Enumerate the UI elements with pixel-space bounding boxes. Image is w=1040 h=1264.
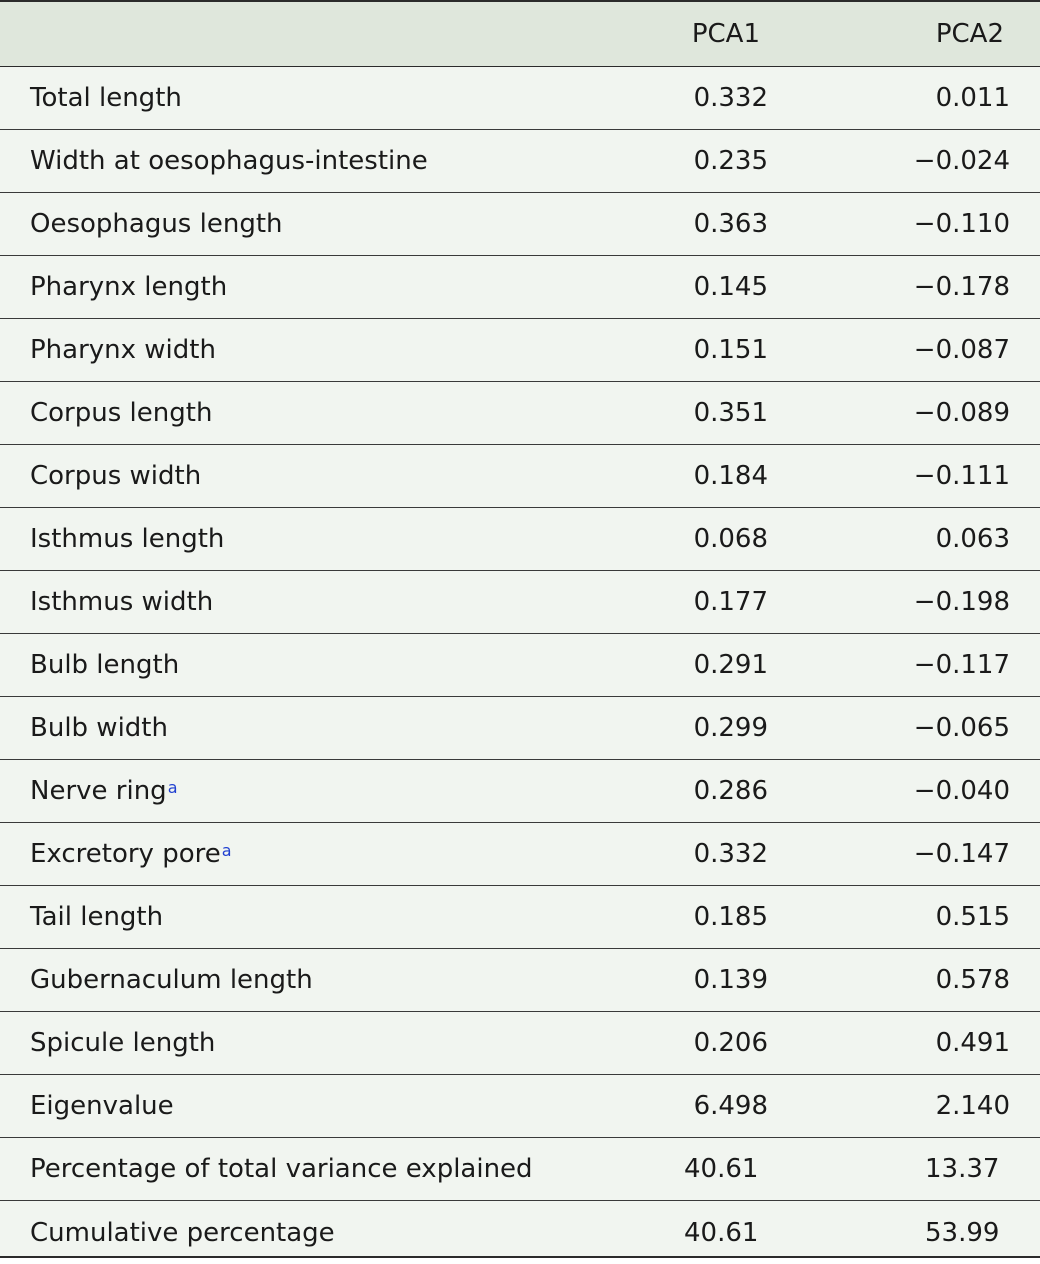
row-label-text: Excretory pore xyxy=(30,839,221,869)
row-label-text: Cumulative percentage xyxy=(30,1217,335,1248)
table-row xyxy=(0,760,1040,823)
pca2-value: 2.140 xyxy=(935,1091,1010,1121)
table-row xyxy=(0,67,1040,130)
pca1-value: 0.332 xyxy=(693,83,768,113)
row-label xyxy=(30,823,232,885)
row-label-text: Bulb width xyxy=(30,713,168,743)
pca1-value: 0.145 xyxy=(693,272,768,302)
footnote-marker[interactable]: a xyxy=(167,777,178,797)
row-label-text: Corpus length xyxy=(30,398,213,428)
row-label xyxy=(30,256,227,318)
row-label-text: Isthmus length xyxy=(30,524,225,554)
table-row xyxy=(0,1012,1040,1075)
row-label xyxy=(30,130,428,192)
pca1-value: 0.291 xyxy=(693,650,768,680)
row-label xyxy=(30,886,163,948)
row-label-text: Pharynx width xyxy=(30,335,216,365)
pca2-value: −0.065 xyxy=(913,713,1010,743)
pca1-value: 0.299 xyxy=(693,713,768,743)
pca2-value: −0.089 xyxy=(913,398,1010,428)
row-label xyxy=(30,67,182,129)
row-label-text: Bulb length xyxy=(30,650,180,680)
pca2-value: −0.087 xyxy=(913,335,1010,365)
pca2-value: 13.37 xyxy=(925,1154,1000,1184)
row-label xyxy=(30,760,178,822)
table-row xyxy=(0,697,1040,760)
table-row xyxy=(0,445,1040,508)
pca1-value: 40.61 xyxy=(684,1217,759,1248)
row-label-text: Eigenvalue xyxy=(30,1091,174,1121)
pca2-value: −0.178 xyxy=(913,272,1010,302)
row-label xyxy=(30,508,224,570)
pca1-value: 0.139 xyxy=(693,965,768,995)
table-row xyxy=(0,1075,1040,1138)
pca1-value: 0.206 xyxy=(693,1028,768,1058)
table-row xyxy=(0,1201,1040,1264)
row-label-text: Gubernaculum length xyxy=(30,965,313,995)
pca2-value: 0.578 xyxy=(935,965,1010,995)
pca2-value: −0.040 xyxy=(913,776,1010,806)
pca1-value: 0.351 xyxy=(693,398,768,428)
pca2-value: −0.110 xyxy=(913,209,1010,239)
table-row xyxy=(0,256,1040,319)
row-label xyxy=(30,445,201,507)
table-header xyxy=(0,2,1040,67)
pca1-value: 0.184 xyxy=(693,461,768,491)
header-pca2: PCA2 xyxy=(935,19,1004,49)
table-row xyxy=(0,319,1040,382)
pca2-value: 0.515 xyxy=(935,902,1010,932)
pca2-value: −0.111 xyxy=(913,461,1010,491)
pca1-value: 0.235 xyxy=(693,146,768,176)
row-label xyxy=(30,1138,533,1200)
row-label-text: Isthmus width xyxy=(30,587,214,617)
pca2-value: 0.491 xyxy=(935,1028,1010,1058)
header-pca1: PCA1 xyxy=(691,19,760,49)
pca1-value: 40.61 xyxy=(684,1154,759,1184)
pca2-value: −0.198 xyxy=(913,587,1010,617)
row-label-text: Pharynx length xyxy=(30,272,228,302)
row-label-text: Width at oesophagus-intestine xyxy=(30,146,428,176)
pca1-value: 0.151 xyxy=(693,335,768,365)
footnote-marker[interactable]: a xyxy=(221,840,232,860)
table-row xyxy=(0,130,1040,193)
table-row xyxy=(0,193,1040,256)
pca1-value: 0.363 xyxy=(693,209,768,239)
pca1-value: 0.177 xyxy=(693,587,768,617)
pca2-value: −0.024 xyxy=(913,146,1010,176)
table-row xyxy=(0,508,1040,571)
row-label xyxy=(30,193,283,255)
pca1-value: 0.332 xyxy=(693,839,768,869)
row-label xyxy=(30,1075,174,1137)
row-label xyxy=(30,382,212,444)
row-label xyxy=(30,1201,335,1264)
table-row xyxy=(0,382,1040,445)
row-label-text: Percentage of total variance explained xyxy=(30,1154,533,1184)
row-label-text: Nerve ring xyxy=(30,776,167,806)
pca2-value: 0.063 xyxy=(935,524,1010,554)
row-label xyxy=(30,571,213,633)
row-label-text: Tail length xyxy=(30,902,164,932)
pca1-value: 0.068 xyxy=(693,524,768,554)
pca1-value: 6.498 xyxy=(693,1091,768,1121)
row-label xyxy=(30,697,168,759)
row-label xyxy=(30,1012,215,1074)
table-row xyxy=(0,886,1040,949)
pca1-value: 0.185 xyxy=(693,902,768,932)
row-label xyxy=(30,319,216,381)
row-label-text: Total length xyxy=(30,83,182,113)
pca2-value: 53.99 xyxy=(925,1217,1000,1248)
row-label xyxy=(30,949,313,1011)
table-row xyxy=(0,1138,1040,1201)
pca1-value: 0.286 xyxy=(693,776,768,806)
pca2-value: −0.147 xyxy=(913,839,1010,869)
row-label-text: Oesophagus length xyxy=(30,209,283,239)
table-row xyxy=(0,949,1040,1012)
table-row xyxy=(0,823,1040,886)
row-label-text: Corpus width xyxy=(30,461,202,491)
table-row xyxy=(0,571,1040,634)
pca2-value: 0.011 xyxy=(935,83,1010,113)
pca2-value: −0.117 xyxy=(913,650,1010,680)
row-label-text: Spicule length xyxy=(30,1028,216,1058)
table-row xyxy=(0,634,1040,697)
row-label xyxy=(30,634,179,696)
